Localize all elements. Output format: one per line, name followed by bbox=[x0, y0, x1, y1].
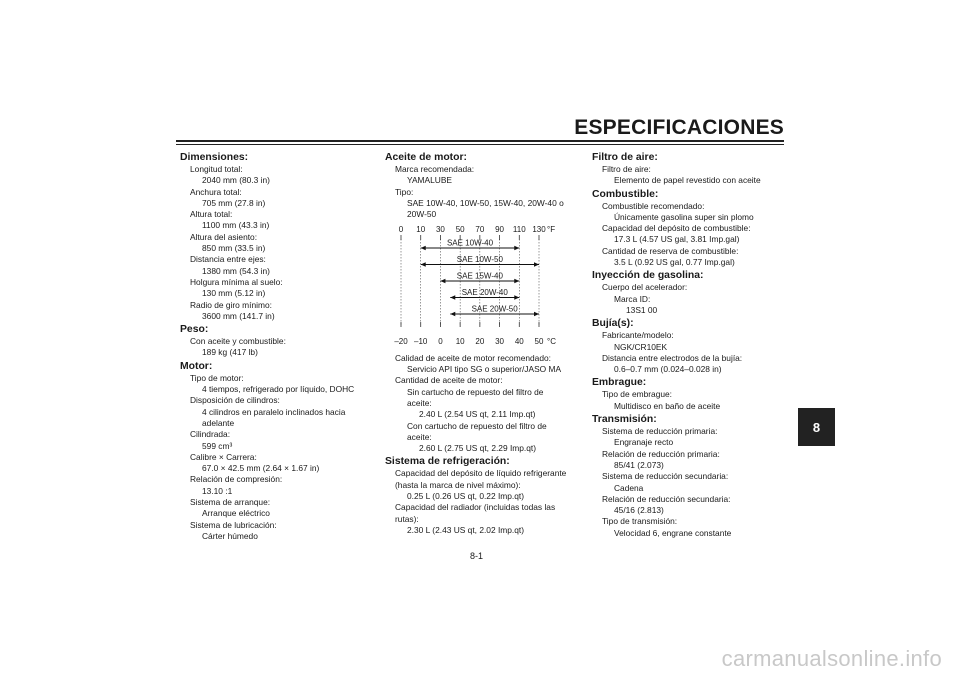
section-heading: Transmisión: bbox=[592, 414, 657, 426]
section-heading: Combustible: bbox=[592, 188, 659, 200]
spec-line: 3.5 L (0.92 US gal, 0.77 Imp.gal) bbox=[614, 257, 735, 268]
spec-line: 17.3 L (4.57 US gal, 3.81 Imp.gal) bbox=[614, 234, 740, 245]
column-middle bbox=[385, 150, 585, 536]
spec-line: Altura del asiento: bbox=[190, 231, 258, 242]
celsius-tick-label: 0 bbox=[438, 337, 443, 347]
celsius-tick-label: 50 bbox=[534, 337, 544, 347]
spec-line: Capacidad del depósito de combustible: bbox=[602, 223, 751, 234]
fahrenheit-tick-label: 70 bbox=[475, 225, 485, 235]
spec-line: Marca recomendada: bbox=[395, 164, 475, 174]
spec-line: Distancia entre electrodos de la bujía: bbox=[602, 352, 743, 363]
spec-line: (hasta la marca de nivel máximo): bbox=[395, 479, 521, 490]
spec-line: SAE 10W-40, 10W-50, 15W-40, 20W-40 o bbox=[407, 197, 564, 208]
celsius-tick-label: 10 bbox=[455, 337, 465, 347]
engine-oil-section bbox=[385, 151, 585, 220]
section-heading: Peso: bbox=[180, 324, 209, 336]
header-rule bbox=[176, 140, 784, 142]
page-number: 8-1 bbox=[470, 551, 484, 561]
column-left bbox=[180, 150, 370, 542]
fahrenheit-tick-label: 110 bbox=[512, 225, 526, 235]
arrow-left bbox=[421, 246, 426, 250]
spec-line: 13.10 :1 bbox=[202, 485, 233, 496]
celsius-tick-label: 20 bbox=[475, 337, 485, 347]
spec-line: aceite: bbox=[407, 397, 432, 408]
spec-line: YAMALUBE bbox=[407, 175, 452, 186]
spec-line: Sin cartucho de repuesto del filtro de bbox=[407, 386, 544, 397]
engine-oil-details bbox=[385, 353, 585, 536]
section-heading: Embrague: bbox=[592, 377, 647, 389]
spec-line: Cadena bbox=[614, 482, 644, 493]
spec-line: Elemento de papel revestido con aceite bbox=[614, 175, 761, 186]
spec-line: 2.60 L (2.75 US qt, 2.29 Imp.qt) bbox=[419, 443, 537, 454]
spec-line: 45/16 (2.813) bbox=[614, 505, 664, 516]
series-label: SAE 20W-40 bbox=[461, 288, 508, 298]
spec-line: 20W-50 bbox=[407, 209, 437, 220]
spec-line: Engranaje recto bbox=[614, 437, 674, 448]
spec-line: 850 mm (33.5 in) bbox=[202, 243, 266, 254]
spec-line: adelante bbox=[202, 417, 235, 428]
spec-line: Combustible recomendado: bbox=[602, 200, 705, 211]
arrow-left bbox=[440, 279, 445, 283]
spec-line: 2.30 L (2.43 US qt, 2.02 Imp.qt) bbox=[407, 524, 525, 535]
spec-line: Arranque eléctrico bbox=[202, 508, 270, 519]
chapter-tab: 8 bbox=[798, 408, 835, 446]
arrow-right bbox=[514, 296, 519, 300]
spec-line: Sistema de arranque: bbox=[190, 497, 271, 508]
header-rule-thin bbox=[176, 144, 784, 145]
celsius-tick-label: 40 bbox=[514, 337, 524, 347]
spec-line: Cuerpo del acelerador: bbox=[602, 282, 688, 293]
page-title: ESPECIFICACIONES bbox=[574, 116, 784, 139]
fahrenheit-tick-label: 30 bbox=[435, 225, 445, 235]
spec-line: Tipo de embrague: bbox=[602, 389, 672, 400]
spec-line: Sistema de lubricación: bbox=[190, 519, 277, 530]
spec-line: 599 cm³ bbox=[202, 440, 233, 451]
arrow-right bbox=[514, 279, 519, 283]
spec-line: Capacidad del radiador (incluidas todas las bbox=[395, 502, 556, 513]
series-label: SAE 15W-40 bbox=[456, 271, 503, 281]
spec-line: Relación de compresión: bbox=[190, 474, 283, 485]
spec-line: Relación de reducción primaria: bbox=[602, 448, 720, 459]
spec-line: 4 tiempos, refrigerado por líquido, DOHC bbox=[202, 384, 355, 395]
spec-line: Disposición de cilindros: bbox=[190, 395, 280, 406]
celsius-unit-label: °C bbox=[547, 337, 556, 347]
section-heading: Inyección de gasolina: bbox=[592, 270, 704, 282]
spec-line: Tipo de transmisión: bbox=[602, 516, 678, 527]
spec-line: Calidad de aceite de motor recomendado: bbox=[395, 352, 551, 363]
series-label: SAE 10W-40 bbox=[446, 238, 494, 248]
section-heading: Bujía(s): bbox=[592, 318, 634, 330]
column-right bbox=[592, 150, 787, 539]
series-label: SAE 10W-50 bbox=[456, 255, 503, 265]
arrow-right bbox=[514, 246, 519, 250]
spec-line: Cantidad de aceite de motor: bbox=[395, 375, 503, 386]
spec-line: 2040 mm (80.3 in) bbox=[202, 175, 270, 186]
spec-line: Distancia entre ejes: bbox=[190, 254, 266, 265]
spec-line: Altura total: bbox=[190, 209, 233, 220]
oil-viscosity-chart bbox=[389, 224, 559, 346]
spec-line: Tipo: bbox=[395, 186, 414, 197]
spec-line: Capacidad del depósito de líquido refrigerante bbox=[395, 468, 567, 479]
spec-line: Cilindrada: bbox=[190, 429, 231, 440]
spec-line: 1380 mm (54.3 in) bbox=[202, 265, 270, 276]
fahrenheit-tick-label: 90 bbox=[495, 225, 505, 235]
spec-line: Calibre × Carrera: bbox=[190, 451, 257, 462]
spec-line: Anchura total: bbox=[190, 186, 242, 197]
spec-line: Filtro de aire: bbox=[602, 164, 651, 174]
celsius-tick-label: 30 bbox=[495, 337, 505, 347]
spec-line: Servicio API tipo SG o superior/JASO MA bbox=[407, 364, 562, 375]
spec-line: Con cartucho de repuesto del filtro de bbox=[407, 420, 547, 431]
fahrenheit-tick-label: 0 bbox=[398, 225, 404, 235]
arrow-left bbox=[421, 263, 426, 267]
section-heading: Sistema de refrigeración: bbox=[385, 456, 510, 468]
spec-line: Sistema de reducción primaria: bbox=[602, 426, 718, 437]
spec-line: 13S1 00 bbox=[626, 304, 658, 315]
spec-line: Longitud total: bbox=[190, 164, 243, 174]
watermark: carmanualsonline.info bbox=[721, 646, 942, 671]
fahrenheit-unit-label: °F bbox=[547, 225, 556, 235]
celsius-tick-label: –20 bbox=[394, 337, 408, 347]
arrow-left bbox=[450, 312, 455, 316]
section-heading: Filtro de aire: bbox=[592, 152, 658, 163]
spec-line: 0.6–0.7 mm (0.024–0.028 in) bbox=[614, 364, 722, 375]
fahrenheit-tick-label: 50 bbox=[455, 225, 465, 235]
fahrenheit-tick-label: 130 bbox=[532, 225, 546, 235]
spec-line: Cárter húmedo bbox=[202, 530, 258, 541]
celsius-tick-label: –10 bbox=[414, 337, 428, 347]
spec-line: 2.40 L (2.54 US qt, 2.11 Imp.qt) bbox=[419, 409, 536, 420]
spec-line: Radio de giro mínimo: bbox=[190, 299, 272, 310]
section-heading: Dimensiones: bbox=[180, 152, 249, 163]
spec-line: Tipo de motor: bbox=[190, 372, 244, 383]
spec-line: 189 kg (417 lb) bbox=[202, 347, 258, 358]
spec-line: Únicamente gasolina super sin plomo bbox=[614, 211, 754, 222]
spec-line: 0.25 L (0.26 US qt, 0.22 Imp.qt) bbox=[407, 491, 525, 502]
spec-line: 4 cilindros en paralelo inclinados hacia bbox=[202, 406, 346, 417]
spec-line: rutas): bbox=[395, 513, 419, 524]
spec-line: Fabricante/modelo: bbox=[602, 330, 674, 341]
arrow-right bbox=[534, 312, 539, 316]
spec-line: Con aceite y combustible: bbox=[190, 336, 286, 347]
spec-line: Relación de reducción secundaria: bbox=[602, 493, 731, 504]
spec-line: 705 mm (27.8 in) bbox=[202, 197, 266, 208]
arrow-left bbox=[450, 296, 455, 300]
fahrenheit-tick-label: 10 bbox=[416, 225, 426, 235]
section-heading: Motor: bbox=[180, 360, 213, 372]
spec-line: aceite: bbox=[407, 431, 432, 442]
spec-line: 1100 mm (43.3 in) bbox=[202, 220, 270, 231]
spec-line: 130 mm (5.12 in) bbox=[202, 288, 266, 299]
spec-line: Holgura mínima al suelo: bbox=[190, 276, 283, 287]
arrow-right bbox=[534, 263, 539, 267]
spec-line: Marca ID: bbox=[614, 293, 651, 304]
spec-line: Velocidad 6, engrane constante bbox=[614, 527, 732, 538]
spec-line: 3600 mm (141.7 in) bbox=[202, 310, 275, 321]
section-heading: Aceite de motor: bbox=[385, 152, 467, 163]
spec-line: 67.0 × 42.5 mm (2.64 × 1.67 in) bbox=[202, 463, 320, 474]
spec-line: Sistema de reducción secundaria: bbox=[602, 471, 729, 482]
spec-line: NGK/CR10EK bbox=[614, 341, 668, 352]
spec-line: 85/41 (2.073) bbox=[614, 459, 664, 470]
spec-line: Multidisco en baño de aceite bbox=[614, 400, 721, 411]
series-label: SAE 20W-50 bbox=[471, 304, 518, 314]
spec-line: Cantidad de reserva de combustible: bbox=[602, 245, 739, 256]
